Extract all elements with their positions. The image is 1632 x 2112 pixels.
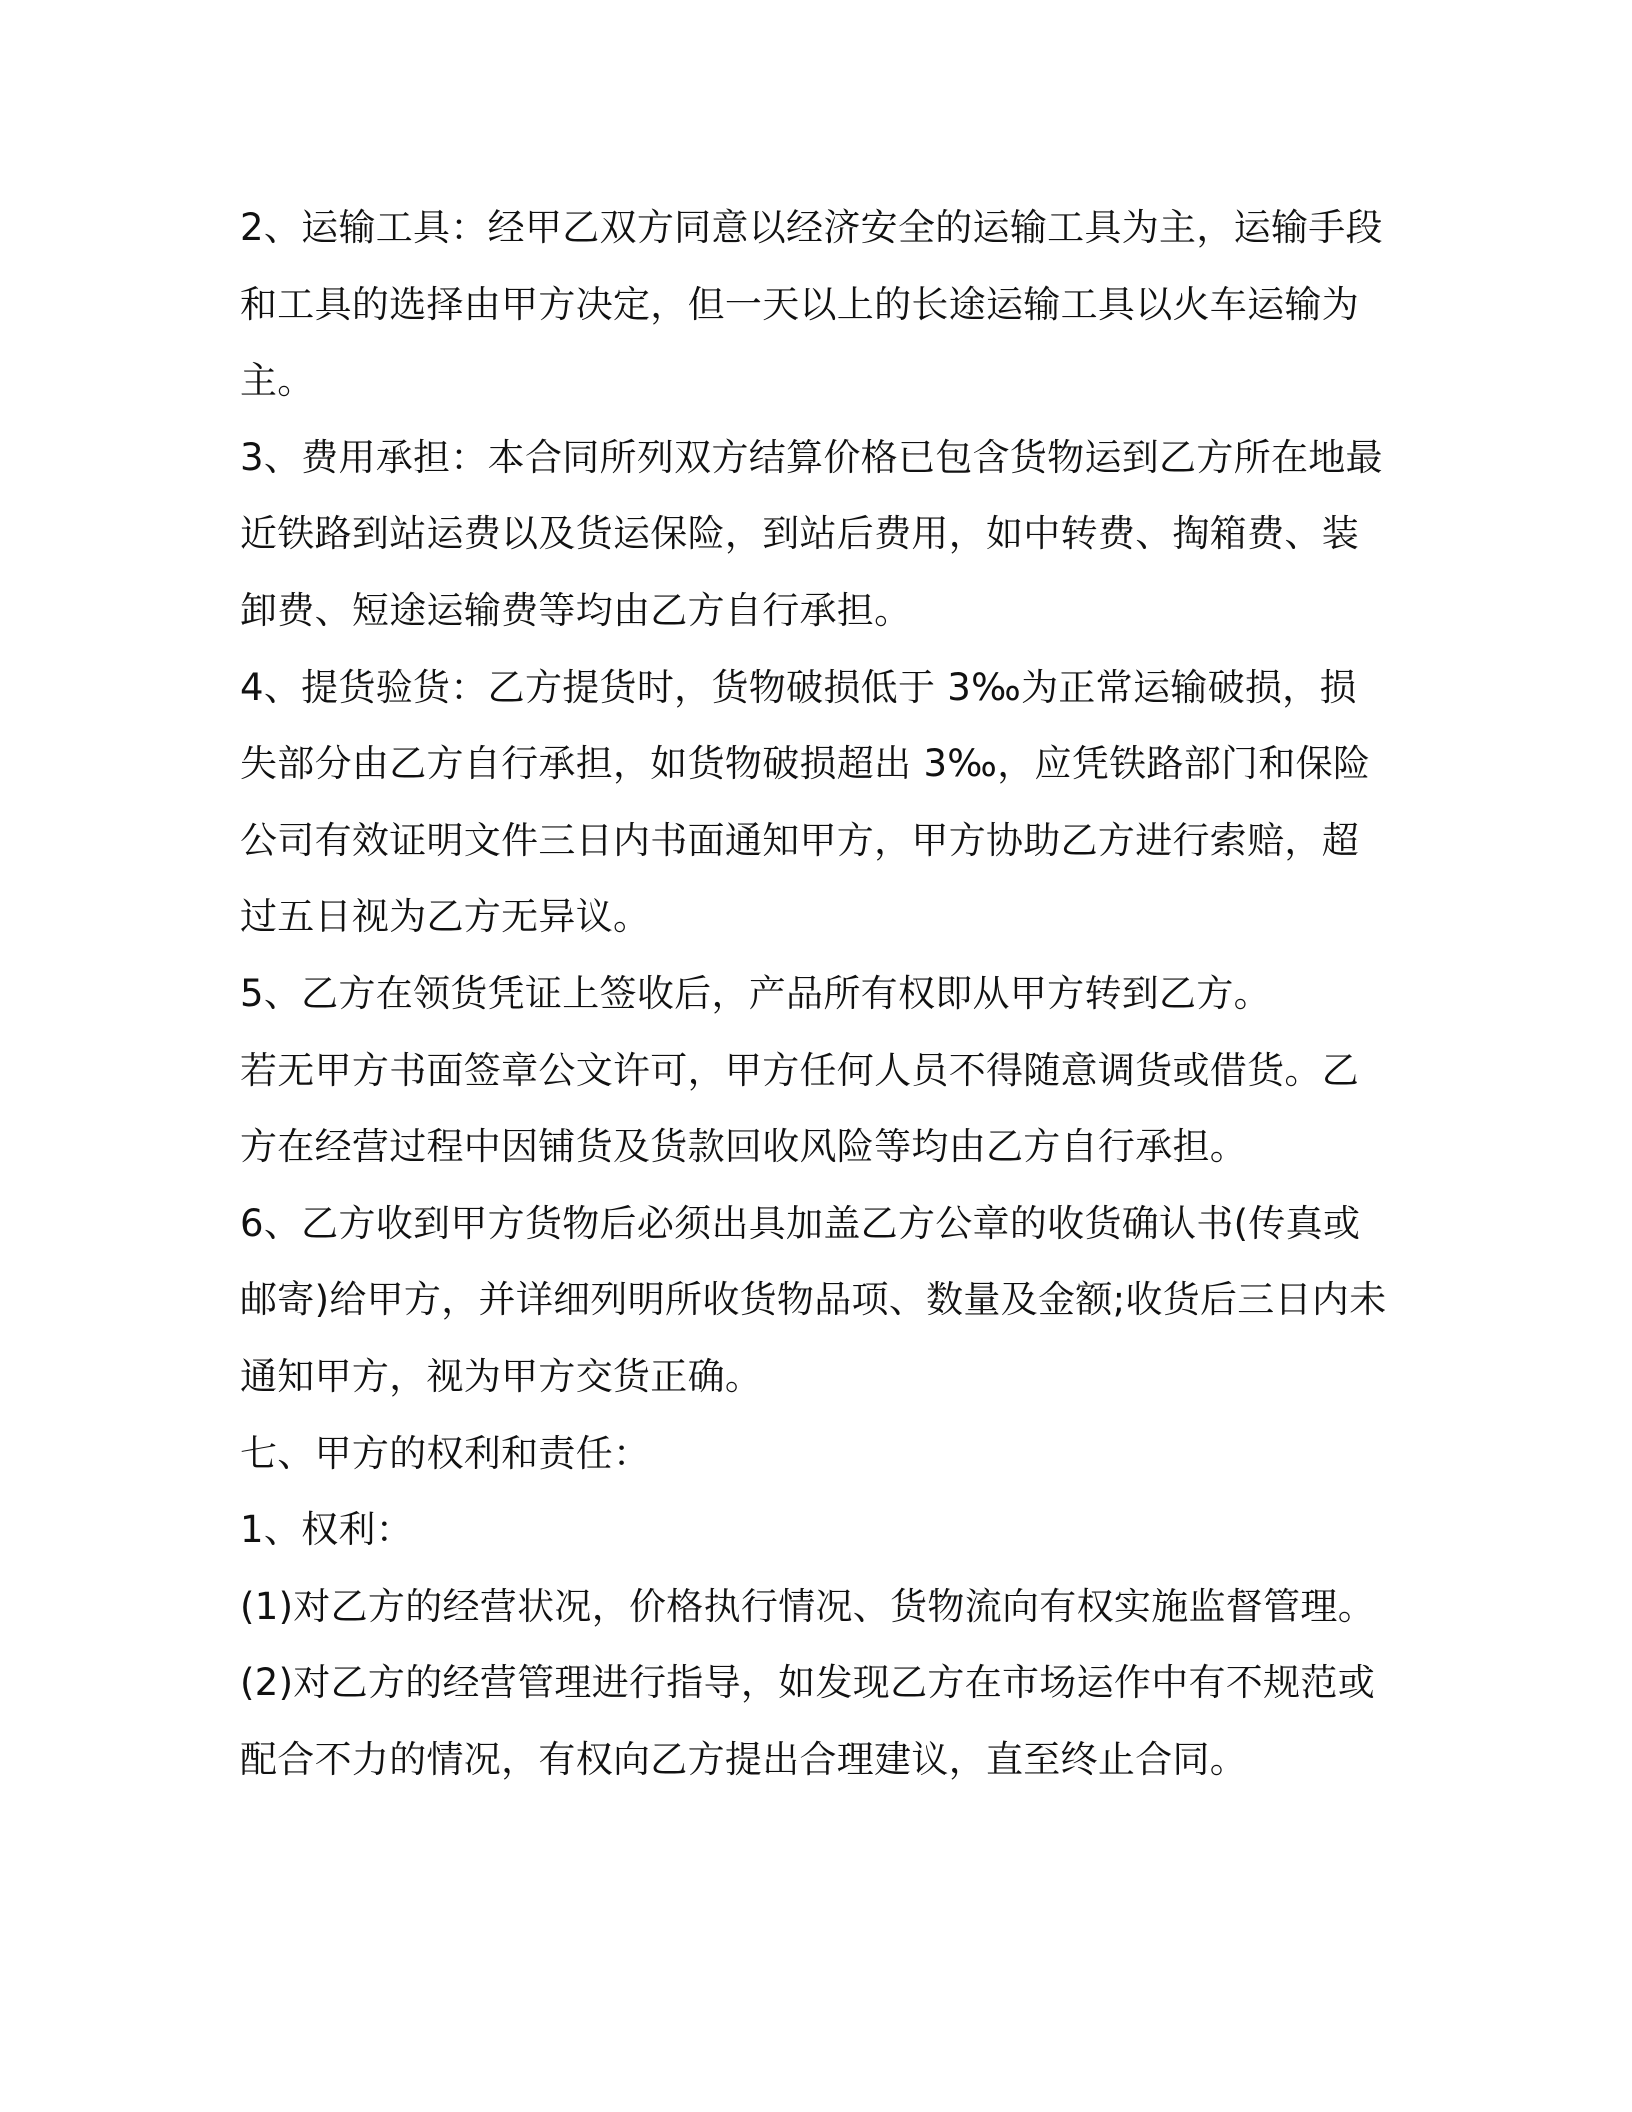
clause-2-transport-tools: 2、运输工具：经甲乙双方同意以经济安全的运输工具为主，运输手段和工具的选择由甲方决定，但一天以上的长途运输工具以火车运输为主。 xyxy=(240,206,1383,403)
right-item-2: (2)对乙方的经营管理进行指导，如发现乙方在市场运作中有不规范或配合不力的情况，有权向乙方提出合理建议，直至终止合同。 xyxy=(240,1661,1376,1781)
subsection-1-rights: 1、权利： xyxy=(240,1508,414,1552)
clause-4-pickup-inspection: 4、提货验货：乙方提货时，货物破损低于 3‰为正常运输破损，损失部分由乙方自行承担，如货物破损超出 3‰，应凭铁路部门和保险公司有效证明文件三日内书面通知甲方，甲方协助乙方进行索赔，超过五日视为乙方无异议。 xyxy=(240,665,1371,939)
clause-6-receipt-confirmation: 6、乙方收到甲方货物后必须出具加盖乙方公章的收货确认书(传真或邮寄)给甲方，并详细列明所收货物品项、数量及金额;收货后三日内未通知甲方，视为甲方交货正确。 xyxy=(240,1201,1387,1398)
clause-3-cost-bearing: 3、费用承担：本合同所列双方结算价格已包含货物运到乙方所在地最近铁路到站运费以及货运保险，到站后费用，如中转费、掏箱费、装卸费、短途运输费等均由乙方自行承担。 xyxy=(240,435,1383,632)
section-7-heading: 七、甲方的权利和责任： xyxy=(240,1431,651,1475)
right-item-1: (1)对乙方的经营状况，价格执行情况、货物流向有权实施监督管理。 xyxy=(240,1584,1376,1628)
document-page xyxy=(240,190,1390,1798)
clause-5-continuation: 若无甲方书面签章公文许可，甲方任何人员不得随意调货或借货。乙方在经营过程中因铺货及货款回收风险等均由乙方自行承担。 xyxy=(240,1048,1359,1169)
clause-5-ownership-transfer: 5、乙方在领货凭证上签收后，产品所有权即从甲方转到乙方。 xyxy=(240,971,1271,1015)
